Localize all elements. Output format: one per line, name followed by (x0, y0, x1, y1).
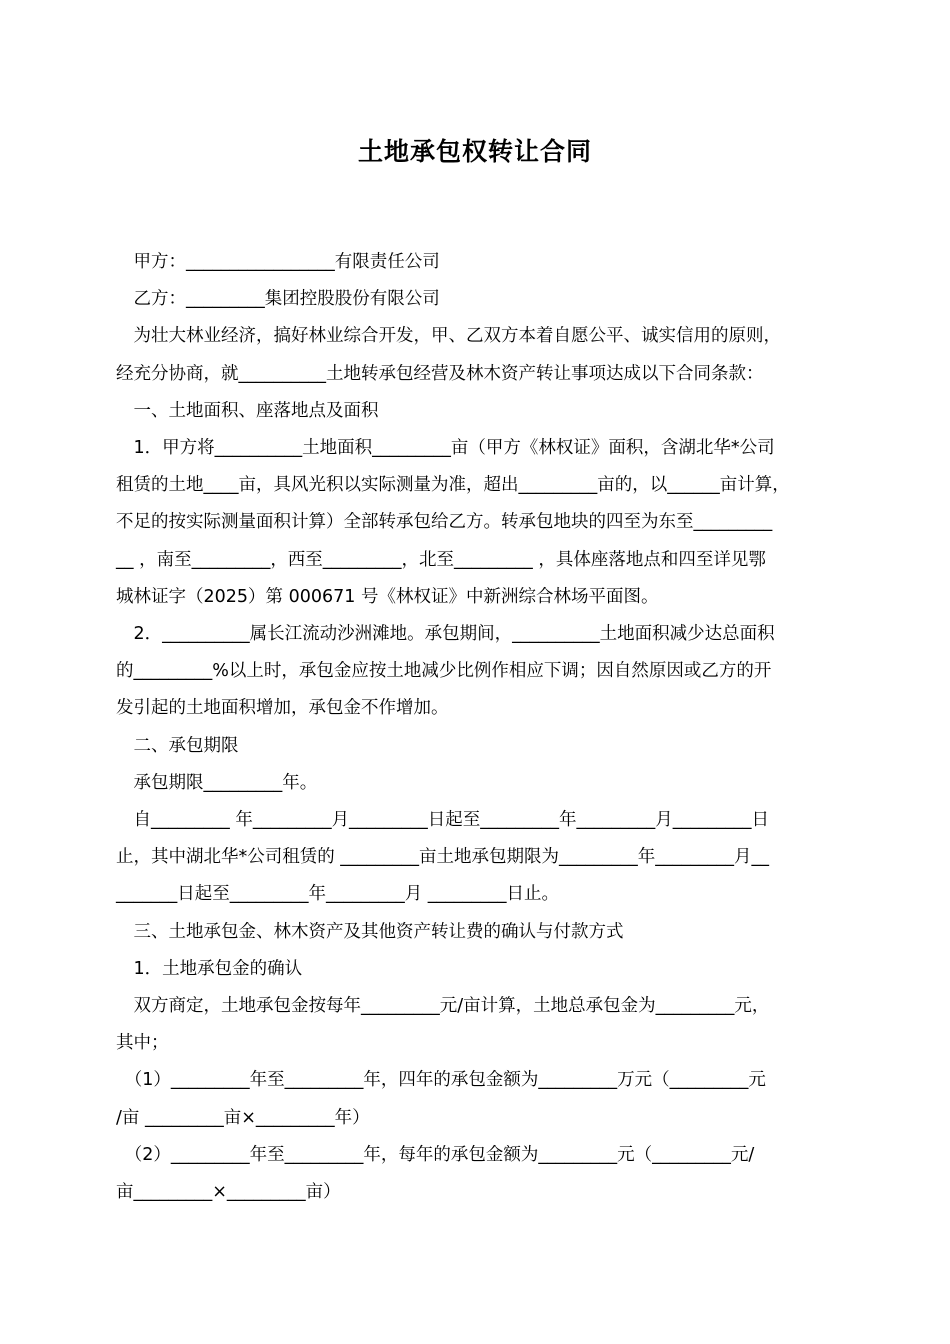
preamble-line: 为壮大林业经济，搞好林业综合开发，甲、乙双方本着自愿公平、诚实信用的原则， (116, 326, 781, 347)
clause-line: 租赁的土地____亩，具风光积以实际测量为准，超出_________亩的，以______亩计算， (116, 475, 790, 496)
clause-line: 2．__________属长江流动沙洲滩地。承包期间，__________土地面积减少达总面积 (116, 624, 775, 645)
clause-line: （1）_________年至_________年，四年的承包金额为_________万元（_________元 (116, 1070, 766, 1091)
clause-line: 其中； (116, 1033, 169, 1054)
section-heading: 三、土地承包金、林木资产及其他资产转让费的确认与付款方式 (116, 921, 624, 942)
contract-body (116, 244, 840, 1211)
clause-line: /亩 _________亩×_________年） (116, 1107, 370, 1128)
clause-line: 的_________%以上时，承包金应按土地减少比例作相应下调；因自然原因或乙方的开 (116, 661, 772, 682)
section-heading: 二、承包期限 (116, 735, 239, 756)
clause-line: 止，其中湖北华*公司租赁的 _________亩土地承包期限为_________年_________月__ (116, 847, 770, 868)
clause-line: _______日起至_________年_________月 _________日止。 (116, 884, 560, 905)
subsection-heading: 1．土地承包金的确认 (116, 958, 303, 979)
document-title: 土地承包权转让合同 (357, 137, 592, 166)
party-a-line: 甲方：_________________有限责任公司 (116, 252, 440, 272)
clause-line: __ ，南至_________，西至_________，北至_________ ，具体座落地点和四至详见鄂 (116, 549, 766, 570)
clause-line: 自_________ 年_________月_________日起至_________年_________月_________日 (116, 810, 770, 831)
clause-line: 承包期限_________年。 (116, 772, 318, 793)
clause-line: （2）_________年至_________年，每年的承包金额为_________元（_________元/ (116, 1144, 755, 1165)
clause-line: 亩_________×_________亩） (116, 1182, 341, 1203)
party-b-line: 乙方：_________集团控股股份有限公司 (116, 289, 440, 310)
clause-line: 城林证字（2025）第 000671 号《林权证》中新洲综合林场平面图。 (116, 586, 659, 607)
clause-line: 发引起的土地面积增加，承包金不作增加。 (116, 698, 449, 719)
preamble-line: 经充分协商，就__________土地转承包经营及林木资产转让事项达成以下合同条款： (116, 363, 764, 384)
section-heading: 一、土地面积、座落地点及面积 (116, 400, 379, 421)
clause-line: 双方商定，土地承包金按每年_________元/亩计算，土地总承包金为_________元， (116, 996, 770, 1017)
clause-line: 1．甲方将__________土地面积_________亩（甲方《林权证》面积，含湖北华*公司 (116, 438, 775, 459)
clause-line: 不足的按实际测量面积计算）全部转承包给乙方。转承包地块的四至为东至_________ (116, 512, 773, 533)
